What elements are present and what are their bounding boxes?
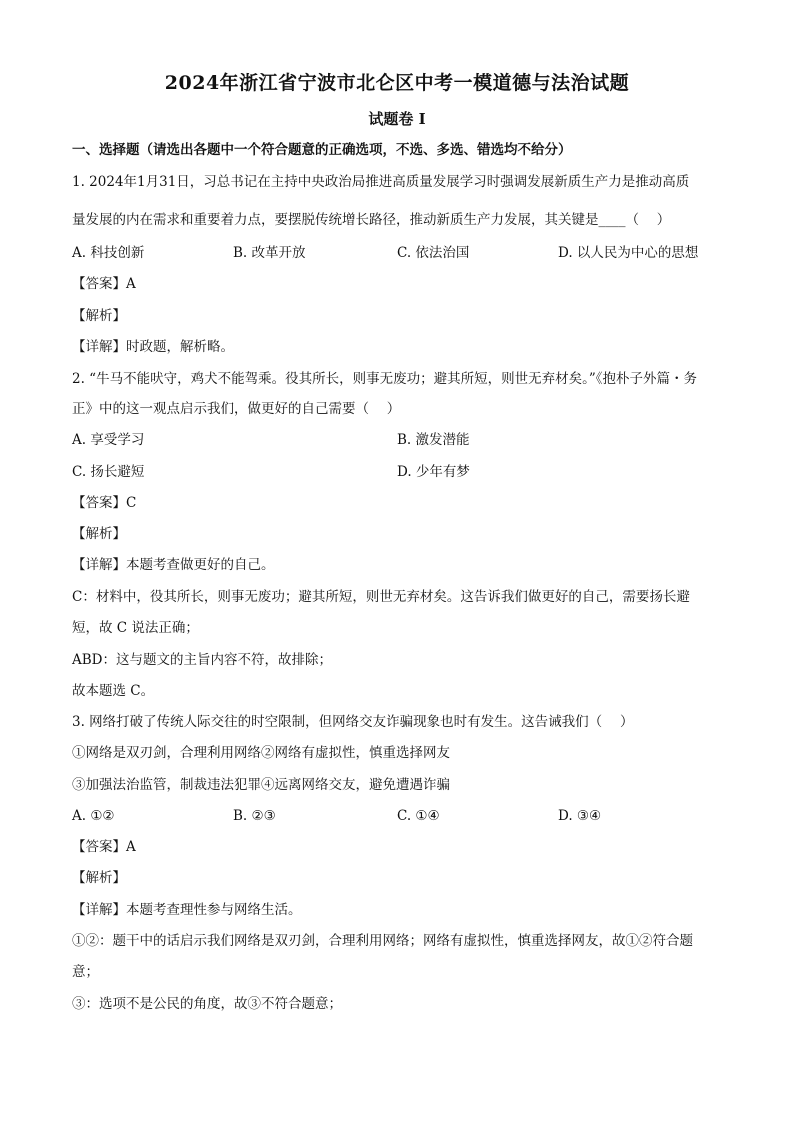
page-subtitle: 试题卷 I <box>368 110 426 128</box>
q3-stem-line2: ①网络是双刃剑，合理利用网络②网络有虚拟性，慎重选择网友 <box>72 745 450 761</box>
q1-option-c: C. 依法治国 <box>397 245 470 261</box>
q2-stem-line2: 正》中的这一观点启示我们，做更好的自己需要（ ） <box>72 401 401 417</box>
q2-detail-line: 短，故 C 说法正确； <box>72 620 199 636</box>
q1-detail: 【详解】时政题，解析略。 <box>72 339 234 355</box>
page-title: 2024年浙江省宁波市北仑区中考一模道德与法治试题 <box>164 72 630 94</box>
q2-option-c: C. 扬长避短 <box>72 464 145 480</box>
q3-stem-line3: ③加强法治监管，制裁违法犯罪④远离网络交友，避免遭遇诈骗 <box>72 777 450 793</box>
q2-option-a: A. 享受学习 <box>72 432 145 448</box>
q2-detail: 【详解】本题考查做更好的自己。 <box>72 557 275 573</box>
q2-answer: 【答案】C <box>72 495 137 511</box>
q1-stem-line2: 量发展的内在需求和重要着力点，要摆脱传统增长路径，推动新质生产力发展，其关键是____（ ） <box>72 212 671 228</box>
q2-detail-line: ABD：这与题文的主旨内容不符，故排除； <box>72 652 332 668</box>
q3-analysis-heading: 【解析】 <box>72 870 126 886</box>
q3-option-d: D. ③④ <box>558 808 602 824</box>
q2-analysis-heading: 【解析】 <box>72 526 126 542</box>
q3-detail-line: 意； <box>72 964 99 980</box>
q3-stem-line1: 3. 网络打破了传统人际交往的时空限制，但网络交友诈骗现象也时有发生。这告诫我们（ ） <box>72 714 634 730</box>
q3-option-a: A. ①② <box>72 808 115 824</box>
q3-detail-line: ③：选项不是公民的角度，故③不符合题意； <box>72 996 342 1012</box>
q2-detail-line: 故本题选 C。 <box>72 683 155 699</box>
q2-option-b: B. 激发潜能 <box>397 432 470 448</box>
q1-analysis-heading: 【解析】 <box>72 308 126 324</box>
section-heading: 一、选择题（请选出各题中一个符合题意的正确选项，不选、多选、错选均不给分） <box>72 142 572 158</box>
q3-answer: 【答案】A <box>72 839 136 855</box>
q3-option-c: C. ①④ <box>397 808 440 824</box>
q1-option-a: A. 科技创新 <box>72 245 145 261</box>
q2-option-d: D. 少年有梦 <box>397 464 470 480</box>
q3-detail-line: ①②：题干中的话启示我们网络是双刃剑，合理利用网络；网络有虚拟性，慎重选择网友，故①②符合题 <box>72 933 693 949</box>
q3-option-b: B. ②③ <box>233 808 276 824</box>
q1-option-b: B. 改革开放 <box>233 245 306 261</box>
q1-answer: 【答案】A <box>72 276 136 292</box>
q3-detail: 【详解】本题考查理性参与网络生活。 <box>72 902 302 918</box>
q1-option-d: D. 以人民为中心的思想 <box>558 245 699 261</box>
q2-detail-line: C：材料中，役其所长，则事无废功；避其所短，则世无弃材矣。这告诉我们做更好的自己，需要扬长避 <box>72 589 690 605</box>
q2-stem-line1: 2. “牛马不能吠守，鸡犬不能驾乘。役其所长，则事无废功；避其所短，则世无弃材矣。”《抱朴子外篇・务 <box>72 371 697 387</box>
q1-stem-line1: 1. 2024年1月31日，习总书记在主持中央政治局推进高质量发展学习时强调发展新质生产力是推动高质 <box>72 174 690 190</box>
